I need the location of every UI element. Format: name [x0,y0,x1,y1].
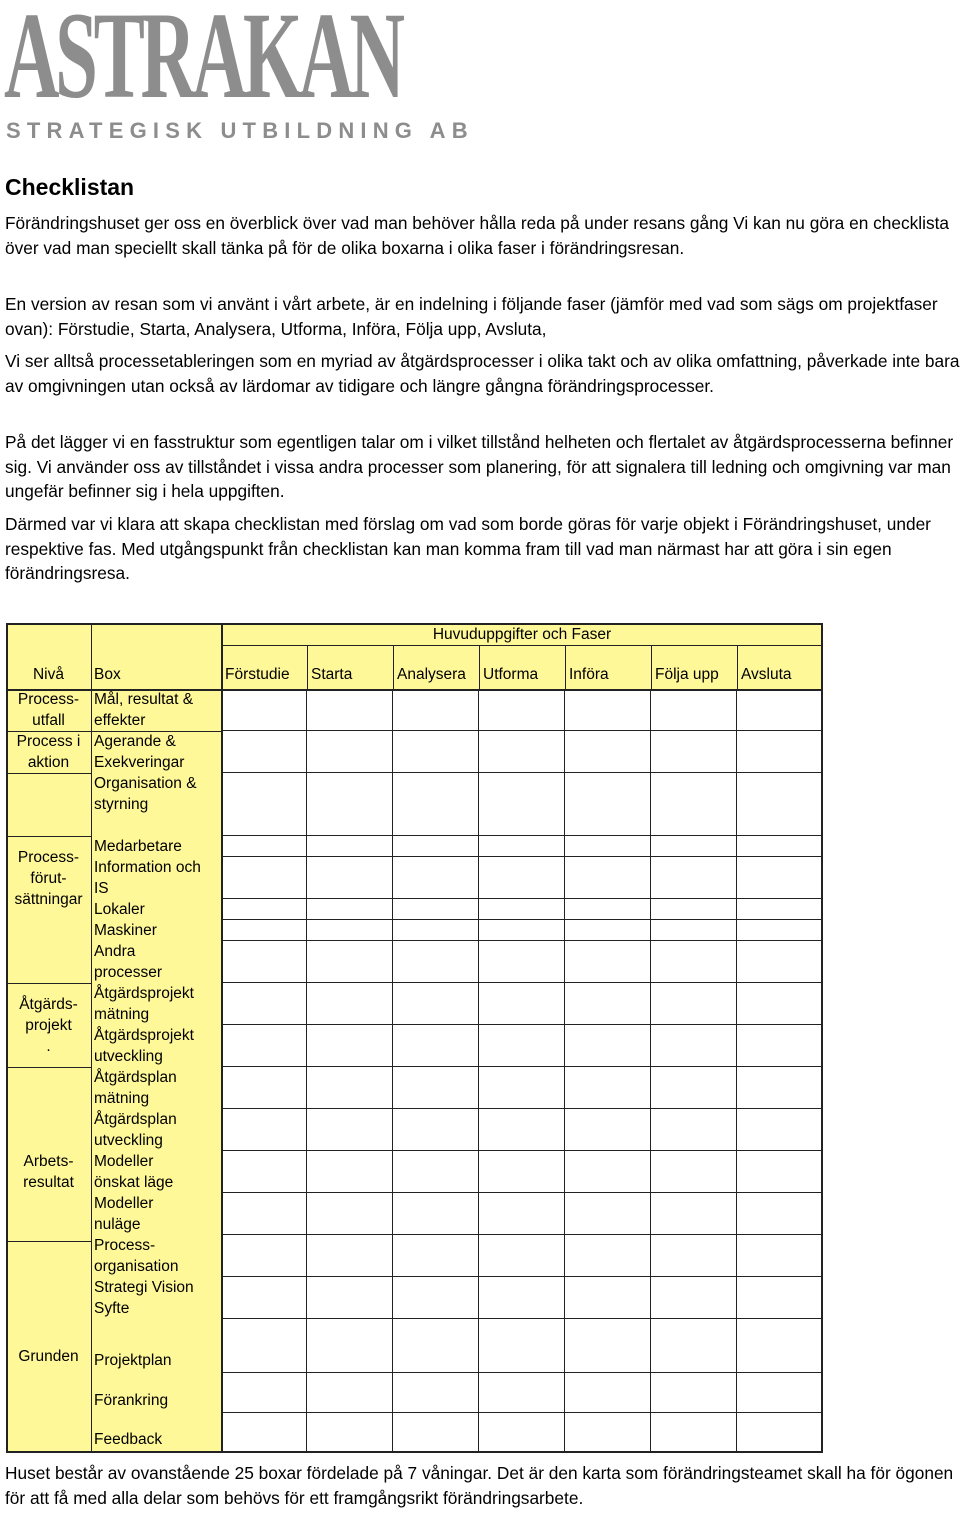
checklist-cell[interactable] [307,1109,393,1151]
checklist-cell[interactable] [565,1373,651,1413]
checklist-cell[interactable] [651,899,737,920]
checklist-cell[interactable] [651,1319,737,1373]
checklist-cell[interactable] [565,1151,651,1193]
checklist-cell[interactable] [307,899,393,920]
checklist-cell[interactable] [737,920,823,941]
checklist-cell[interactable] [651,941,737,983]
checklist-cell[interactable] [221,899,307,920]
checklist-cell[interactable] [565,1193,651,1235]
column-divider [221,623,223,1453]
paragraph-structure: På det lägger vi en fasstruktur som egentligen talar om i vilket tillstånd helheten och flertalet av åtgärdsprocesserna befinner sig. Vi använder oss av tillståndet i vissa andra processer som planering, för att signalera till ledning och omgivning var man ungefär befinner sig i hela uppgiften. [5,432,954,501]
checklist-cell[interactable] [393,920,479,941]
checklist-cell[interactable] [393,773,479,836]
checklist-cell[interactable] [737,899,823,920]
checklist-cell[interactable] [221,1067,307,1109]
checklist-cell[interactable] [393,857,479,899]
level-label: Grunden [18,1348,79,1365]
checklist-cell[interactable] [307,1235,393,1277]
checklist-cell[interactable] [393,1373,479,1413]
box-label: Projektplan [94,1352,172,1369]
checklist-cell[interactable] [479,1235,565,1277]
checklist-cell[interactable] [221,1413,307,1452]
checklist-cell[interactable] [651,731,737,773]
checklist-cell[interactable] [393,731,479,773]
checklist-cell[interactable] [307,689,393,731]
checklist-cell[interactable] [651,857,737,899]
paragraph-summary: Huset består av ovanstående 25 boxar fördelade på 7 våningar. Det är den karta som förändringsteamet skall ha för ögonen för att få med alla delar som behövs för ett framgångsrikt förändringsarbete. [5,1463,954,1508]
checklist-cell[interactable] [479,689,565,731]
phase-header: Förstudie [225,666,290,683]
phase-header: Utforma [483,666,539,683]
checklist-cell[interactable] [737,773,823,836]
box-label: Information och IS [94,859,201,897]
checklist-cell[interactable] [737,1319,823,1373]
checklist-cell[interactable] [565,1319,651,1373]
checklist-cell[interactable] [393,983,479,1025]
box-label: Modeller önskat läge [94,1153,174,1191]
checklist-cell[interactable] [737,1151,823,1193]
box-label: Medarbetare [94,838,182,855]
level-label: Process i aktion [16,733,81,771]
checklist-cell[interactable] [393,1319,479,1373]
phase-divider [565,645,566,689]
checklist-cell[interactable] [479,773,565,836]
checklist-cell[interactable] [307,1373,393,1413]
checklist-cell[interactable] [651,1193,737,1235]
level-label: Process- förut- sättningar [14,849,83,908]
level-label: Process- utfall [17,691,80,729]
checklist-cell[interactable] [221,773,307,836]
checklist-cell[interactable] [479,1109,565,1151]
checklist-cell[interactable] [479,1025,565,1067]
checklist-cell[interactable] [307,1413,393,1452]
checklist-cell[interactable] [651,920,737,941]
checklist-cell[interactable] [651,836,737,857]
box-label: Maskiner [94,922,157,939]
checklist-cell[interactable] [393,1235,479,1277]
checklist-cell[interactable] [307,1277,393,1319]
checklist-cell[interactable] [737,983,823,1025]
checklist-cell[interactable] [307,836,393,857]
level-divider [6,1067,91,1068]
phase-header: Avsluta [741,666,792,683]
checklist-cell[interactable] [221,1319,307,1373]
checklist-cell[interactable] [479,920,565,941]
box-label: Åtgärdsprojekt utveckling [94,1027,194,1065]
checklist-cell[interactable] [737,1067,823,1109]
box-label: Mål, resultat & effekter [94,691,194,729]
column-divider [91,623,92,1453]
checklist-cell[interactable] [565,920,651,941]
checklist-cell[interactable] [737,1193,823,1235]
astrakan-logo [4,0,474,150]
level-label: Arbets- resultat [23,1153,74,1191]
checklist-cell[interactable] [651,1067,737,1109]
checklist-cell[interactable] [221,1277,307,1319]
checklist-cell[interactable] [307,731,393,773]
checklist-cell[interactable] [221,1151,307,1193]
checklist-cell[interactable] [651,983,737,1025]
box-label: Åtgärdsplan mätning [94,1069,177,1107]
checklist-cell[interactable] [479,941,565,983]
checklist-cell[interactable] [565,773,651,836]
phase-divider [479,645,480,689]
phase-header: Starta [311,666,353,683]
checklist-cell[interactable] [393,1413,479,1452]
checklist-cell[interactable] [307,773,393,836]
paragraph-processes: Vi ser alltså processetableringen som en myriad av åtgärdsprocesser i olika takt och av olika omfattning, påverkade inte bara av omgivningen utan också av lärdomar av tidigare och längre gångna förändringsprocesser. [5,351,960,396]
checklist-cell[interactable] [393,941,479,983]
box-label: Åtgärdsprojekt mätning [94,985,194,1023]
level-divider [6,773,91,774]
box-label: Process- organisation [94,1237,179,1275]
checklist-cell[interactable] [221,983,307,1025]
level-label: Åtgärds- projekt . [19,996,78,1055]
checklist-cell[interactable] [479,731,565,773]
checklist-cell[interactable] [565,1025,651,1067]
checklist-cell[interactable] [221,920,307,941]
checklist-cell[interactable] [479,1067,565,1109]
box-label: Modeller nuläge [94,1195,154,1233]
checklist-cell[interactable] [393,1193,479,1235]
checklist-cell[interactable] [221,1373,307,1413]
phase-header: Analysera [397,666,466,683]
checklist-cell[interactable] [479,857,565,899]
checklist-cell[interactable] [651,1025,737,1067]
paragraph-intro: Förändringshuset ger oss en överblick över vad man behöver hålla reda på under resans gång Vi kan nu göra en checklista över vad man speciellt skall tänka på för de olika boxarna i olika faser i förändringsresan. [5,213,949,258]
checklist-cell[interactable] [651,1151,737,1193]
box-label: Åtgärdsplan utveckling [94,1111,177,1149]
checklist-cell[interactable] [565,689,651,731]
checklist-cell[interactable] [479,1413,565,1452]
checklist-cell[interactable] [565,1109,651,1151]
checklist-cell[interactable] [737,1413,823,1452]
checklist-cell[interactable] [479,1277,565,1319]
checklist-cell[interactable] [307,1319,393,1373]
box-label: Förankring [94,1392,169,1409]
phase-divider [651,645,652,689]
box-label: Organisation & styrning [94,775,197,813]
checklist-cell[interactable] [393,1067,479,1109]
checklist-cell[interactable] [221,1235,307,1277]
checklist-cell[interactable] [737,689,823,731]
checklist-cell[interactable] [565,836,651,857]
checklist-cell[interactable] [221,689,307,731]
phase-divider [393,645,394,689]
paragraph-checklist: Därmed var vi klara att skapa checklistan med förslag om vad som borde göras för varje objekt i Förändringshuset, under respektive fas. Med utgångspunkt från checklistan kan man komma fram till vad man närmast har att göra i sin egen förändringsresa. [5,514,931,583]
checklist-cell[interactable] [393,836,479,857]
checklist-cell[interactable] [479,1373,565,1413]
box-label: Andra processer [94,943,163,981]
phase-divider [737,645,738,689]
checklist-cell[interactable] [651,1373,737,1413]
checklist-cell[interactable] [737,731,823,773]
checklist-cell[interactable] [651,1109,737,1151]
checklist-cell[interactable] [393,899,479,920]
checklist-cell[interactable] [393,1151,479,1193]
phase-header: Följa upp [655,666,719,683]
box-label: Agerande & Exekveringar [94,733,185,771]
checklist-cell[interactable] [565,941,651,983]
checklist-cell[interactable] [221,1193,307,1235]
checklist-cell[interactable] [221,731,307,773]
logo-tagline: STRATEGISK UTBILDNING AB [6,118,474,143]
level-divider [6,836,91,837]
box-label: Strategi Vision Syfte [94,1279,194,1317]
checklist-cell[interactable] [737,1277,823,1319]
checklist-cell[interactable] [651,1235,737,1277]
header-divider [221,645,823,646]
checklist-cell[interactable] [565,983,651,1025]
checklist-cell[interactable] [307,1151,393,1193]
level-divider [6,983,91,984]
page-title: Checklistan [5,174,135,200]
checklist-cell[interactable] [565,899,651,920]
checklist-cell[interactable] [307,941,393,983]
table-border-right [821,623,823,1453]
checklist-cell[interactable] [393,1277,479,1319]
box-label: Feedback [94,1431,163,1448]
phase-header: Införa [569,666,609,683]
checklist-cell[interactable] [737,1235,823,1277]
checklist-cell[interactable] [651,1413,737,1452]
checklist-cell[interactable] [737,836,823,857]
column-header-niva: Nivå [32,666,64,683]
checklist-cell[interactable] [479,836,565,857]
checklist-cell[interactable] [479,1319,565,1373]
checklist-cell[interactable] [565,731,651,773]
checklist-cell[interactable] [651,689,737,731]
checklist-cell[interactable] [307,1067,393,1109]
header-group-label: Huvuduppgifter och Faser [432,626,612,643]
checklist-cell[interactable] [651,773,737,836]
checklist-cell[interactable] [565,1413,651,1452]
box-label: Lokaler [94,901,145,918]
logo-wordmark: ASTRAKAN [4,0,401,124]
checklist-cell[interactable] [221,1109,307,1151]
checklist-cell[interactable] [737,1373,823,1413]
checklist-cell[interactable] [221,941,307,983]
checklist-cell[interactable] [737,857,823,899]
checklist-cell[interactable] [221,857,307,899]
checklist-cell[interactable] [565,1235,651,1277]
checklist-cell[interactable] [307,857,393,899]
checklist-cell[interactable] [737,941,823,983]
level-divider [6,1241,91,1242]
checklist-cell[interactable] [307,983,393,1025]
checklist-cell[interactable] [393,689,479,731]
checklist-cell[interactable] [393,1109,479,1151]
checklist-cell[interactable] [565,1067,651,1109]
table-border-bottom [6,1451,823,1453]
checklist-cell[interactable] [479,983,565,1025]
checklist-cell[interactable] [565,1277,651,1319]
checklist-cell[interactable] [479,1193,565,1235]
checklist-cell[interactable] [565,857,651,899]
checklist-cell[interactable] [393,1025,479,1067]
phase-divider [307,645,308,689]
paragraph-phases: En version av resan som vi använt i vårt arbete, är en indelning i följande faser (jämför med vad som sägs om projektfaser ovan): Förstudie, Starta, Analysera, Utforma, Införa, Följa upp, Avsluta, [5,294,938,339]
checklist-cell[interactable] [307,1025,393,1067]
column-header-box: Box [94,666,121,683]
checklist-cell[interactable] [479,899,565,920]
checklist-cell[interactable] [479,1151,565,1193]
checklist-cell[interactable] [307,1193,393,1235]
checklist-cell[interactable] [737,1109,823,1151]
checklist-cell[interactable] [737,1025,823,1067]
checklist-cell[interactable] [221,836,307,857]
checklist-table [6,623,823,1452]
checklist-cell[interactable] [651,1277,737,1319]
checklist-cell[interactable] [221,1025,307,1067]
checklist-cell[interactable] [307,920,393,941]
